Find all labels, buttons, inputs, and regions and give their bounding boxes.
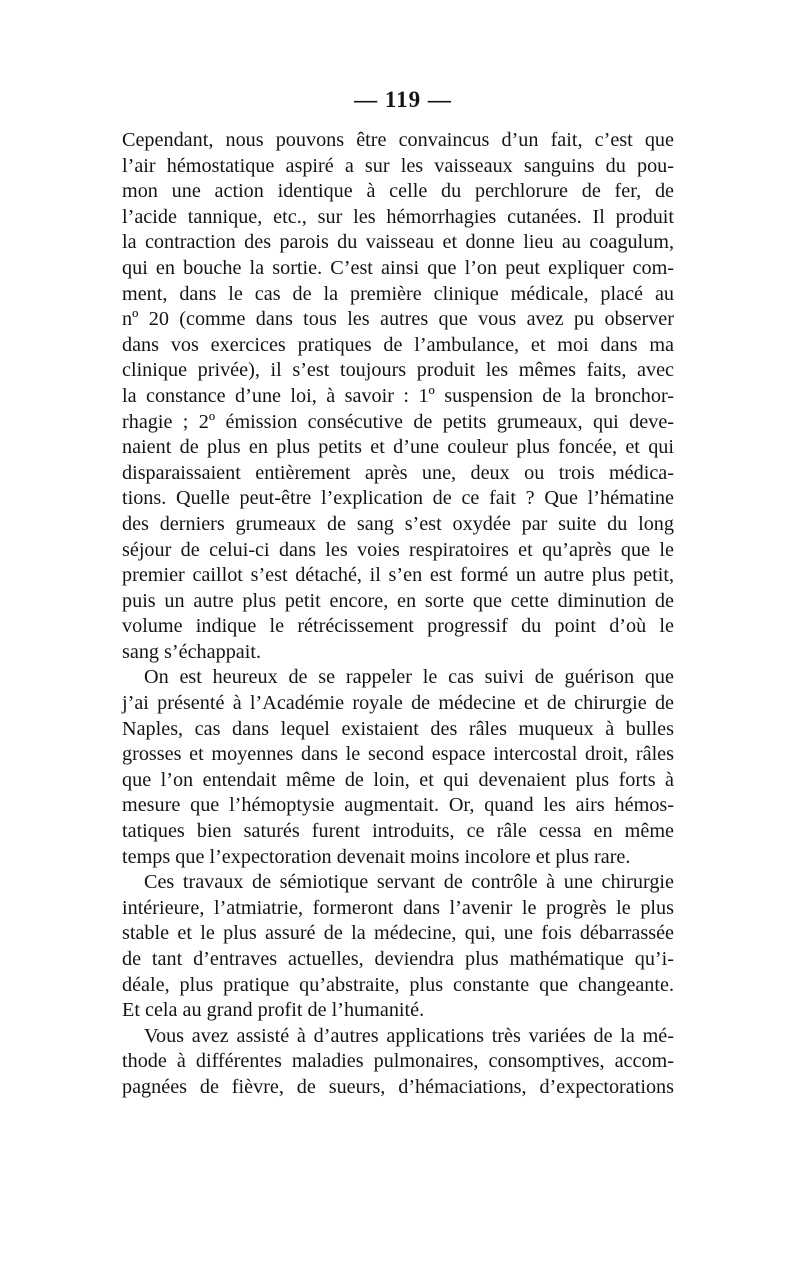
text-line: Vous avez assisté à d’autres applications très variées de la mé-	[144, 1024, 674, 1047]
text-line: ment, dans le cas de la première clinique médicale, placé au	[122, 282, 674, 305]
text-line: qui en bouche la sortie. C’est ainsi que l’on peut expliquer com-	[122, 256, 674, 279]
text-line: Ces travaux de sémiotique servant de contrôle à une chirurgie	[144, 871, 674, 894]
body-text	[122, 128, 674, 1101]
page-number: — 119 —	[354, 87, 452, 112]
text-line: mesure que l’hémoptysie augmentait. Or, quand les airs hémos-	[122, 794, 674, 817]
text-line: déale, plus pratique qu’abstraite, plus constante que changeante.	[122, 973, 674, 996]
text-line: Et cela au grand profit de l’humanité.	[122, 999, 425, 1022]
text-line: volume indique le rétrécissement progressif du point d’où le	[122, 615, 674, 638]
text-line: temps que l’expectoration devenait moins incolore et plus rare.	[122, 845, 631, 868]
paragraph	[122, 665, 674, 870]
paragraph	[122, 870, 674, 1024]
text-line: stable et le plus assuré de la médecine, qui, une fois débarrassée	[122, 922, 674, 945]
text-line: disparaissaient entièrement après une, deux ou trois médica-	[122, 461, 674, 484]
book-page	[122, 86, 674, 1101]
text-line: naient de plus en plus petits et d’une couleur plus foncée, et qui	[122, 436, 674, 459]
text-line: mon une action identique à celle du perchlorure de fer, de	[122, 180, 674, 203]
text-line: des derniers grumeaux de sang s’est oxydée par suite du long	[122, 512, 674, 535]
text-line: Cependant, nous pouvons être convaincus d’un fait, c’est que	[122, 129, 674, 151]
text-line: l’air hémostatique aspiré a sur les vaisseaux sanguins du pou-	[122, 154, 674, 177]
text-line: tatiques bien saturés furent introduits, ce râle cessa en même	[122, 820, 674, 843]
text-line: grosses et moyennes dans le second espace intercostal droit, râles	[122, 743, 674, 766]
text-line: tions. Quelle peut-être l’explication de ce fait ? Que l’hématine	[122, 487, 674, 510]
text-line: de tant d’entraves actuelles, deviendra plus mathématique qu’i-	[122, 948, 674, 970]
text-line: On est heureux de se rappeler le cas suivi de guérison que	[144, 666, 674, 689]
text-line: que l’on entendait même de loin, et qui devenaient plus forts à	[122, 768, 674, 791]
text-line: nº 20 (comme dans tous les autres que vous avez pu observer	[122, 308, 674, 331]
text-line: pagnées de fièvre, de sueurs, d’hémaciations, d’expectorations	[122, 1075, 674, 1098]
text-line: rhagie ; 2º émission consécutive de petits grumeaux, qui deve-	[122, 410, 674, 433]
text-line: Naples, cas dans lequel existaient des râles muqueux à bulles	[122, 717, 674, 740]
text-line: premier caillot s’est détaché, il s’en est formé un autre plus petit,	[122, 564, 674, 587]
paragraph	[122, 128, 674, 665]
text-line: la contraction des parois du vaisseau et donne lieu au coagulum,	[122, 231, 674, 254]
text-line: clinique privée), il s’est toujours produit les mêmes faits, avec	[122, 359, 674, 382]
text-line: thode à différentes maladies pulmonaires, consomptives, accom-	[122, 1050, 674, 1073]
text-line: dans vos exercices pratiques de l’ambulance, et moi dans ma	[122, 333, 674, 356]
text-line: séjour de celui-ci dans les voies respiratoires et qu’après que le	[122, 538, 674, 561]
text-line: j’ai présenté à l’Académie royale de médecine et de chirurgie de	[122, 692, 674, 715]
paragraph	[122, 1024, 674, 1101]
text-line: l’acide tannique, etc., sur les hémorrhagies cutanées. Il produit	[122, 205, 674, 228]
text-line: sang s’échappait.	[122, 640, 262, 663]
text-line: puis un autre plus petit encore, en sorte que cette diminution de	[122, 589, 674, 612]
text-line: intérieure, l’atmiatrie, formeront dans l’avenir le progrès le plus	[122, 896, 674, 919]
text-line: la constance d’une loi, à savoir : 1º suspension de la bronchor-	[122, 384, 674, 407]
